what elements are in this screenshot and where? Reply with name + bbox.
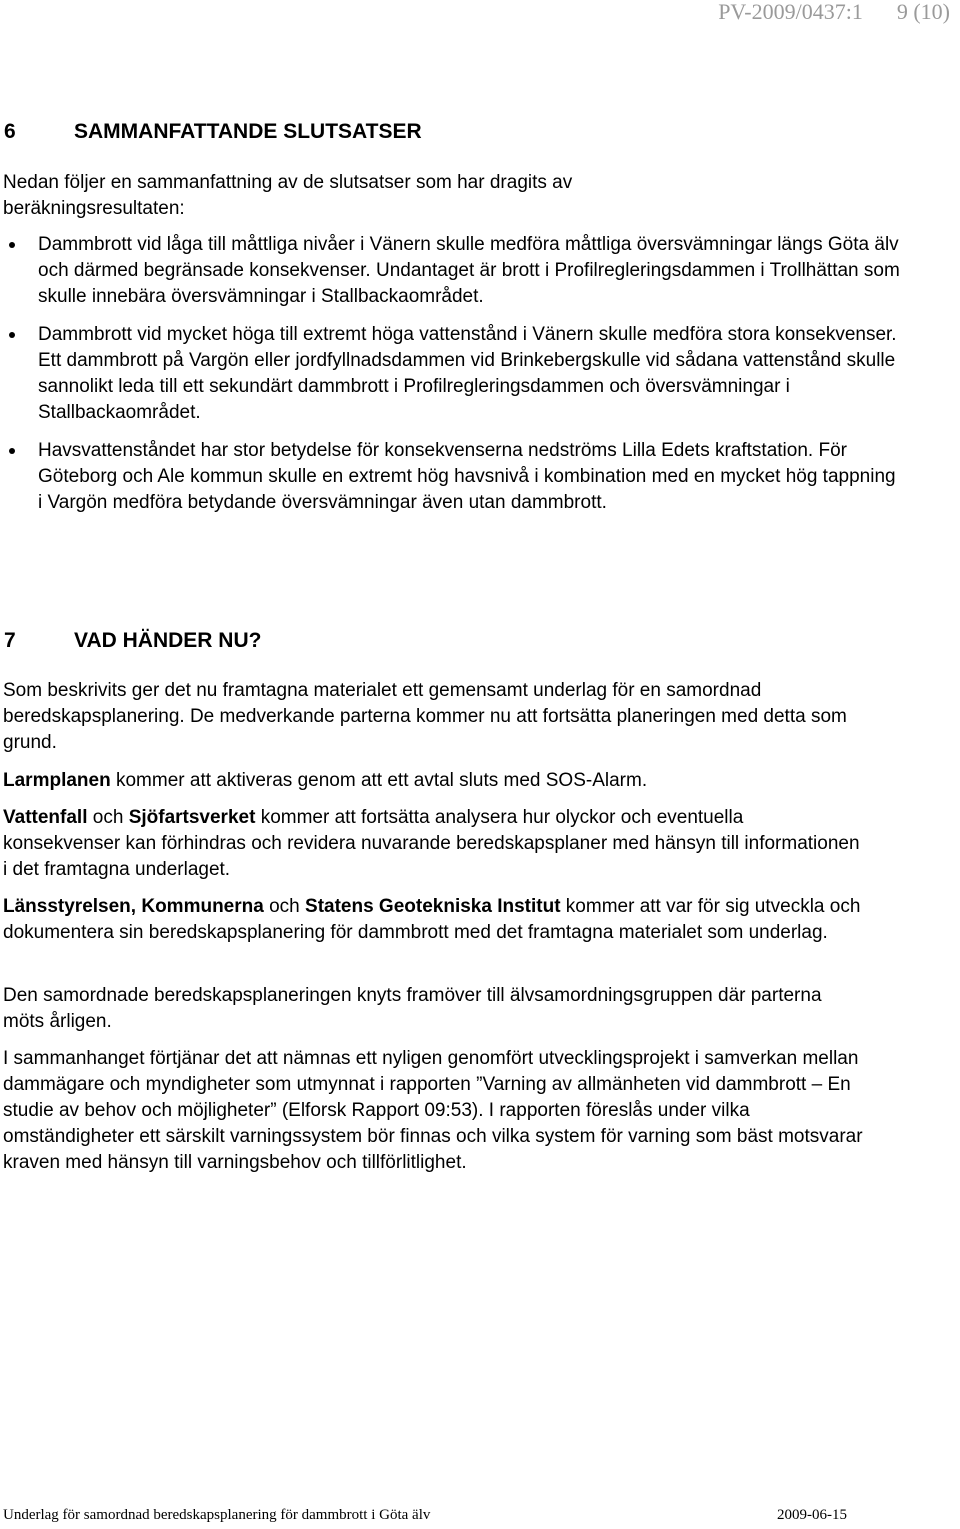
bullet-icon [9, 242, 15, 248]
paragraph-lansstyrelsen [3, 894, 863, 946]
bold-term: Länsstyrelsen, Kommunerna [3, 896, 264, 917]
page-footer [3, 1506, 847, 1524]
list-item [0, 322, 900, 426]
paragraph-text: kommer att fortsätta analysera hur olyckor och eventuella konsekvenser kan förhindras och revidera nuvarande beredskapsplaner med hänsyn till informationen i det framtagna underlaget. [3, 807, 860, 880]
footer-date: 2009-06-15 [777, 1507, 847, 1523]
paragraph-samordning: Den samordnade beredskapsplaneringen knyts framöver till älvsamordningsgruppen där parterna möts årligen. [3, 985, 822, 1032]
bold-term: Sjöfartsverket [128, 807, 256, 828]
bullet-icon [9, 332, 15, 338]
bold-term: Statens Geotekniska Institut [305, 896, 561, 917]
section-6-title: SAMMANFATTANDE SLUTSATSER [74, 120, 422, 143]
bold-term: Larmplanen [3, 770, 111, 791]
list-item [0, 438, 900, 516]
section-7-title: VAD HÄNDER NU? [74, 629, 262, 652]
paragraph-vattenfall [3, 805, 863, 883]
bold-term: Vattenfall [3, 807, 88, 828]
conclusions-list [0, 232, 900, 528]
paragraph-intro: Som beskrivits ger det nu framtagna materialet ett gemensamt underlag för en samordnad beredskapsplanering. De medverkande parterna kommer nu att fortsätta planeringen med detta som grund. [3, 680, 847, 753]
section-7-heading [4, 628, 261, 654]
list-item-text: Dammbrott vid låga till måttliga nivåer i Vänern skulle medföra måttliga översvämningar längs Göta älv och därmed begränsade konsekvenser. Undantaget är brott i Profilregleringsdammen i Trollhättan som skulle innebära översvämningar i Stallbackaområdet. [38, 234, 900, 307]
list-item-text: Dammbrott vid mycket höga till extremt höga vattenstånd i Vänern skulle medföra stora konsekvenser. Ett dammbrott på Vargön eller jordfyllnadsdammen vid Brinkebergskulle vid sådana vattenstånd skulle sannolikt leda till ett sekundärt dammbrott i Profilregleringsdammen och översvämningar i Stallbackaområdet. [38, 324, 897, 423]
section-6-number: 6 [4, 120, 16, 143]
page-number: 9 (10) [896, 0, 950, 24]
list-item [0, 232, 900, 310]
paragraph-text: kommer att var för sig utveckla och dokumentera sin beredskapsplanering för dammbrott med det framtagna materialet som underlag. [3, 896, 861, 943]
footer-title: Underlag för samordnad beredskapsplanering för dammbrott i Göta älv [3, 1507, 431, 1523]
paragraph-elforsk: I sammanhanget förtjänar det att nämnas ett nyligen genomfört utvecklingsprojekt i samverkan mellan dammägare och myndigheter som utmynnat i rapporten ”Varning av allmänheten vid dammbrott – En studie av behov och möjligheter” (Elforsk Rapport 09:53). I rapporten föreslås under vilka omständigheter ett särskilt varningssystem bör finnas och vilka system för varning som bäst motsvarar kraven med hänsyn till varningsbehov och tillförlitlighet. [3, 1048, 863, 1173]
bullet-icon [9, 448, 15, 454]
page-header [718, 0, 950, 24]
section-6-intro: Nedan följer en sammanfattning av de slutsatser som har dragits av beräkningsresultaten: [3, 172, 573, 219]
section-6-heading [4, 119, 422, 145]
paragraph-text: och [263, 896, 306, 917]
section-7-number: 7 [4, 629, 16, 652]
list-item-text: Havsvattenståndet har stor betydelse för konsekvenserna nedströms Lilla Edets kraftstation. För Göteborg och Ale kommun skulle en extremt hög havsnivå i kombination med en mycket hög tappning i Vargön medföra betydande översvämningar även utan dammbrott. [38, 440, 896, 513]
document-id: PV-2009/0437:1 [718, 0, 863, 24]
paragraph-text: kommer att aktiveras genom att ett avtal sluts med SOS-Alarm. [110, 770, 648, 791]
paragraph-text: och [87, 807, 129, 828]
paragraph-larmplanen [3, 768, 863, 794]
